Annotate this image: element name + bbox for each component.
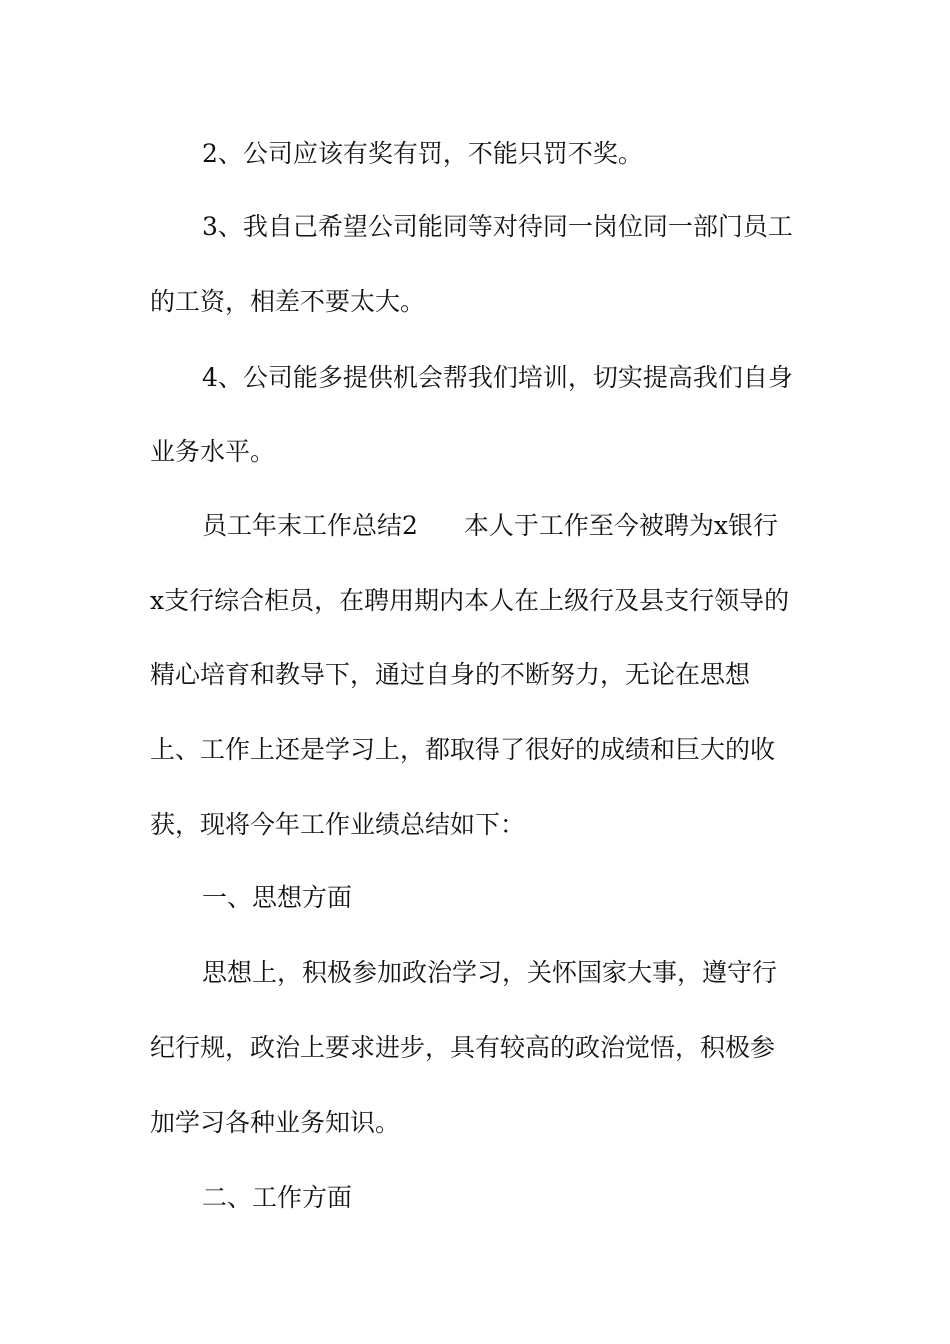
paragraph-line-7: 精心培育和教导下，通过自身的不断努力，无论在思想 [150,660,751,689]
paragraph-line-3: 的工资，相差不要太大。 [150,287,426,316]
section-heading-line [202,509,862,543]
paragraph-line-8: 上、工作上还是学习上，都取得了很好的成绩和巨大的收 [150,735,776,764]
paragraph-line-4: 4、公司能多提供机会帮我们培训，切实提高我们自身 [202,363,793,392]
section-first-line: 本人于工作至今被聘为x银行 [463,511,779,540]
section-title: 员工年末工作总结2 [202,511,418,540]
paragraph-line-1: 2、公司应该有奖有罚，不能只罚不奖。 [202,139,643,168]
heading-work: 二、工作方面 [202,1183,353,1212]
paragraph-line-11: 纪行规，政治上要求进步，具有较高的政治觉悟，积极参 [150,1033,776,1062]
paragraph-line-12: 加学习各种业务知识。 [150,1108,401,1137]
paragraph-line-6: x支行综合柜员，在聘用期内本人在上级行及县支行领导的 [150,586,790,615]
paragraph-line-10: 思想上，积极参加政治学习，关怀国家大事，遵守行 [202,958,778,987]
heading-thought: 一、思想方面 [202,883,353,912]
paragraph-line-5: 业务水平。 [150,437,276,466]
paragraph-line-9: 获，现将今年工作业绩总结如下： [150,810,526,839]
paragraph-line-2: 3、我自己希望公司能同等对待同一岗位同一部门员工 [202,212,793,241]
